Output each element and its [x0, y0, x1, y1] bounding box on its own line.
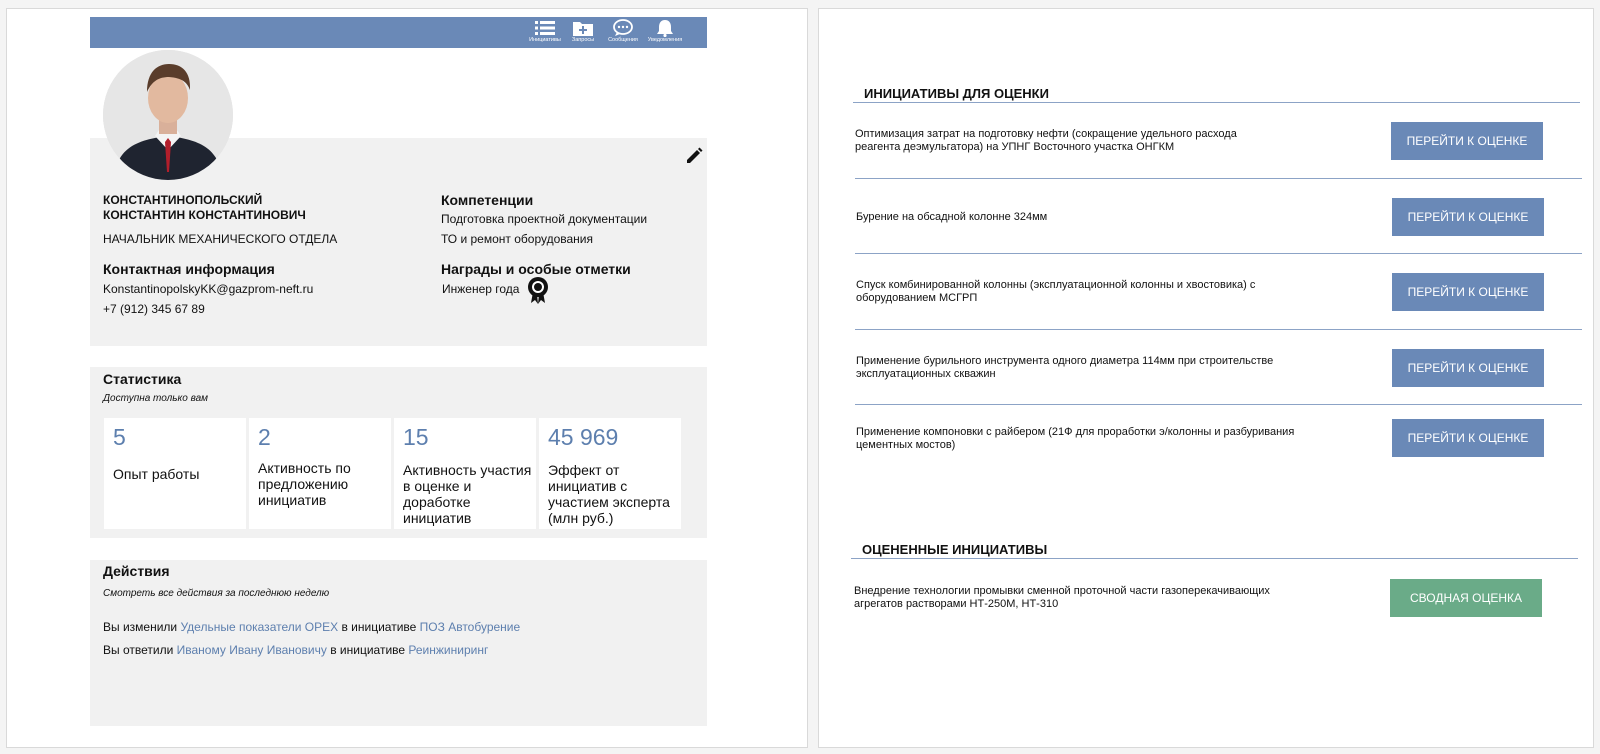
stat-card-effect	[539, 418, 681, 529]
evaluate-button[interactable]: ПЕРЕЙТИ К ОЦЕНКЕ	[1392, 419, 1544, 457]
action-row	[103, 620, 520, 634]
profile-phone: +7 (912) 345 67 89	[103, 302, 205, 316]
section-divider	[851, 558, 1578, 559]
actions-title: Действия	[103, 563, 170, 579]
folder-add-icon	[572, 19, 594, 37]
competency-item: ТО и ремонт оборудования	[441, 232, 594, 246]
action-initiative-link[interactable]: Реинжиниринг	[408, 643, 489, 657]
action-link[interactable]: Удельные показатели OPEX	[180, 620, 339, 634]
avatar[interactable]	[103, 50, 233, 180]
stat-value: 15	[403, 424, 429, 450]
stats-title: Статистика	[103, 371, 182, 387]
action-prefix: Вы ответили	[103, 643, 174, 657]
initiative-item	[856, 355, 1273, 381]
stat-label: Активность участия в оценке и доработке инициатив	[403, 462, 532, 526]
list-icon	[534, 19, 556, 37]
initiative-item	[856, 279, 1255, 305]
award-name: Инженер года	[442, 282, 520, 296]
edit-profile-button[interactable]	[684, 146, 704, 166]
item-divider	[855, 329, 1582, 330]
bell-icon	[654, 19, 676, 37]
profile-position: НАЧАЛЬНИК МЕХАНИЧЕСКОГО ОТДЕЛА	[103, 232, 338, 246]
item-divider	[855, 404, 1582, 405]
stat-label: Эффект от инициатив с участием эксперта (млн руб.)	[548, 462, 670, 526]
stat-card-evaluations	[394, 418, 536, 529]
initiative-item	[856, 211, 1047, 224]
initiative-text-line: Применение компоновки с райбером (21Ф для проработки э/колонны и разбуривания	[856, 426, 1295, 438]
chat-icon	[612, 19, 634, 37]
item-divider	[855, 253, 1582, 254]
pencil-icon	[684, 146, 704, 166]
competencies-title: Компетенции	[441, 192, 534, 208]
contacts-title: Контактная информация	[103, 261, 275, 277]
nav-messages-label: Сообщения	[608, 37, 638, 43]
profile-name-line2: КОНСТАНТИН КОНСТАНТИНОВИЧ	[103, 208, 306, 222]
evaluate-button[interactable]: ПЕРЕЙТИ К ОЦЕНКЕ	[1391, 122, 1543, 160]
evaluate-button[interactable]: ПЕРЕЙТИ К ОЦЕНКЕ	[1392, 349, 1544, 387]
initiative-text-line: эксплуатационных скважин	[856, 368, 996, 380]
action-middle: в инициативе	[341, 620, 417, 634]
profile-email[interactable]: KonstantinopolskyKK@gazprom-neft.ru	[103, 282, 314, 296]
action-middle: в инициативе	[330, 643, 406, 657]
nav-requests[interactable]	[564, 17, 602, 48]
action-link[interactable]: Иваному Ивану Ивановичу	[176, 643, 327, 657]
action-row	[103, 643, 488, 657]
initiative-text-line: цементных мостов)	[856, 439, 956, 451]
top-navbar	[90, 17, 707, 48]
initiative-text-line: агрегатов растворами НТ-250М, НТ-310	[854, 598, 1059, 610]
evaluate-button[interactable]: ПЕРЕЙТИ К ОЦЕНКЕ	[1392, 198, 1544, 236]
actions-subtitle[interactable]: Смотреть все действия за последнюю неделю	[103, 588, 330, 599]
awards-title: Награды и особые отметки	[441, 261, 631, 277]
section-divider	[853, 102, 1580, 103]
initiative-text-line: Оптимизация затрат на подготовку нефти (сокращение удельного расхода	[855, 128, 1237, 140]
evaluated-title: ОЦЕНЕННЫЕ ИНИЦИАТИВЫ	[862, 542, 1048, 557]
stat-value: 45 969	[548, 424, 619, 450]
action-initiative-link[interactable]: ПОЗ Автобурение	[419, 620, 521, 634]
item-divider	[855, 178, 1582, 179]
nav-notifications[interactable]	[646, 17, 684, 48]
initiative-text-line: Бурение на обсадной колонне 324мм	[856, 211, 1048, 223]
initiative-item	[856, 426, 1294, 452]
stat-value: 2	[258, 424, 271, 450]
stats-subtitle: Доступна только вам	[103, 393, 208, 404]
nav-initiatives-label: Инициативы	[529, 37, 561, 43]
evaluated-item	[854, 585, 1270, 611]
profile-name-line1: КОНСТАНТИНОПОЛЬСКИЙ	[103, 193, 263, 207]
stat-value: 5	[113, 424, 126, 450]
to-evaluate-title: ИНИЦИАТИВЫ ДЛЯ ОЦЕНКИ	[864, 86, 1049, 101]
nav-messages[interactable]	[604, 17, 642, 48]
avatar-photo	[103, 50, 233, 180]
nav-initiatives[interactable]	[526, 17, 564, 48]
action-prefix: Вы изменили	[103, 620, 178, 634]
summary-evaluation-button[interactable]: СВОДНАЯ ОЦЕНКА	[1390, 579, 1542, 617]
stat-card-proposals	[249, 418, 391, 529]
competency-item: Подготовка проектной документации	[441, 212, 648, 226]
evaluate-button[interactable]: ПЕРЕЙТИ К ОЦЕНКЕ	[1392, 273, 1544, 311]
nav-requests-label: Запросы	[571, 37, 595, 43]
initiative-item	[855, 128, 1237, 154]
stat-label: Опыт работы	[113, 466, 200, 482]
initiative-text-line: реагента деэмульгатора) на УПНГ Восточного участка ОНГКМ	[855, 141, 1175, 153]
nav-notifications-label: Уведомления	[647, 37, 683, 43]
initiative-text-line: Применение бурильного инструмента одного диаметра 114мм при строительстве	[856, 355, 1274, 367]
stat-card-experience	[104, 418, 246, 529]
initiative-text-line: Спуск комбинированной колонны (эксплуатационной колонны и хвостовика) с	[856, 279, 1256, 291]
stat-label: Активность по предложению инициатив	[258, 460, 351, 508]
award-badge-icon	[527, 276, 549, 309]
initiative-text-line: оборудованием МСГРП	[856, 292, 978, 304]
initiative-text-line: Внедрение технологии промывки сменной проточной части газоперекачивающих	[854, 585, 1270, 597]
